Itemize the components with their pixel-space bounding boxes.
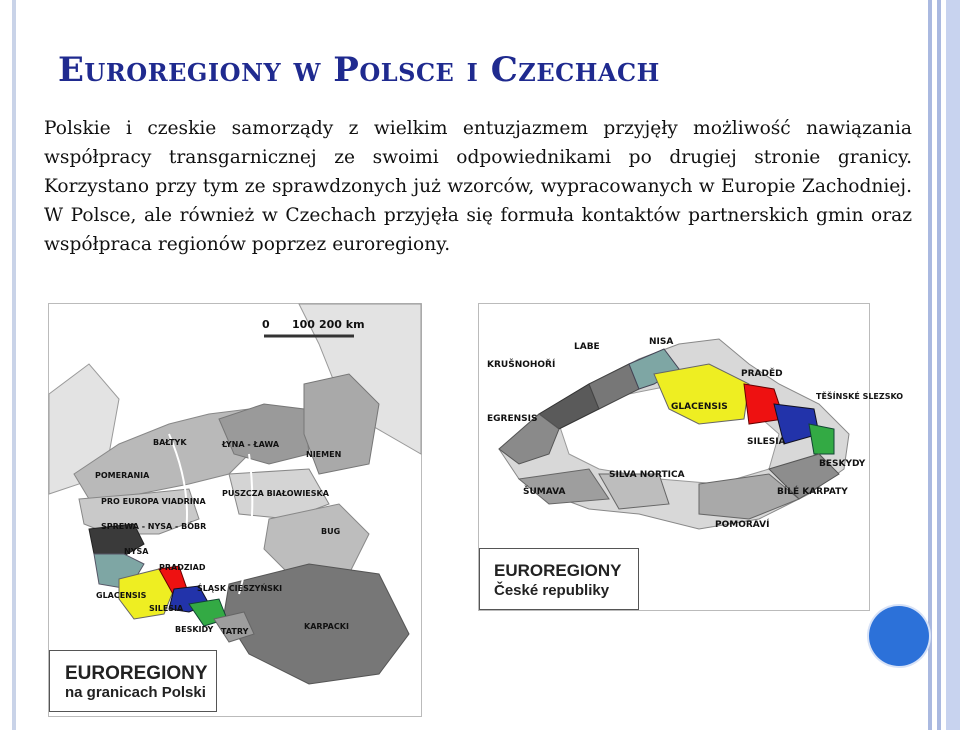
cz-label-silva: SILVA NORTICA: [609, 470, 685, 480]
label-niemen: NIEMEN: [306, 450, 342, 459]
cz-label-glacensis: GLACENSIS: [671, 402, 728, 412]
label-puszcza: PUSZCZA BIAŁOWIESKA: [222, 489, 329, 498]
scale-mid: 100: [292, 318, 315, 331]
label-beskidy: BESKIDY: [175, 625, 214, 634]
legend-poland-subtitle: na granicach Polski: [65, 684, 206, 701]
legend-czech-title: EUROREGIONY: [494, 561, 622, 580]
cz-label-beskydy: BESKYDY: [819, 459, 866, 469]
slide-paragraph: Polskie i czeskie samorządy z wielkim entuzjazmem przyjęły możliwość nawiązania współpracy transgarnicznej ze swoimi odpowiednikami po drugiej stronie granicy. Korzystano przy tym ze sprawdzonych już wzorców, wypracowanych w Europie Zachodniej. W Polsce, ale również w Czechach przyjęła się formuła kontaktów partnerskich gmin oraz współpraca regionów poprzez euroregiony.: [44, 118, 912, 255]
cz-label-labe: LABE: [574, 342, 600, 352]
scale-zero: 0: [262, 318, 270, 331]
cz-label-pomoravi: POMORAVÍ: [715, 520, 770, 530]
cz-label-praded: PRADĚD: [741, 369, 783, 379]
circle-nav-icon[interactable]: [869, 606, 929, 666]
cz-label-sumava: ŠUMAVA: [523, 487, 566, 497]
scale-end: 200 km: [319, 318, 365, 331]
label-pro-europa: PRO EUROPA VIADRINA: [101, 497, 206, 506]
cz-label-tesinske: TĚŠÍNSKÉ SLEZSKO: [816, 392, 904, 401]
legend-poland-title: EUROREGIONY: [65, 663, 208, 684]
label-pradziad: PRADZIAD: [159, 563, 206, 572]
label-glacensis: GLACENSIS: [96, 591, 147, 600]
cz-label-silesia: SILESIA: [747, 437, 786, 447]
left-decorative-rule: [12, 0, 16, 730]
label-tatry: TATRY: [221, 627, 249, 636]
cz-label-krusnohori: KRUŠNOHOŘÍ: [487, 360, 556, 370]
label-slask: ŚLĄSK CIESZYŃSKI: [197, 584, 283, 593]
legend-poland: [49, 650, 217, 712]
cz-label-egrensis: EGRENSIS: [487, 414, 538, 424]
label-lyna: ŁYNA - ŁAWA: [222, 440, 280, 449]
map-czech-euroregions: [478, 303, 904, 611]
label-nysa: NYSA: [124, 547, 149, 556]
legend-czech-subtitle: České republiky: [494, 582, 610, 599]
label-silesia: SILESIA: [149, 604, 184, 613]
legend-czech: [479, 548, 639, 610]
label-karpacki: KARPACKI: [304, 622, 349, 631]
label-pomerania: POMERANIA: [95, 471, 150, 480]
right-decorative-border: [924, 0, 960, 730]
label-bug: BUG: [321, 527, 341, 536]
cz-label-bile: BÍLÉ KARPATY: [777, 487, 848, 497]
label-baltyk: BAŁTYK: [153, 438, 187, 447]
map-poland-euroregions: [48, 303, 422, 717]
slide-title: Euroregiony w Polsce i Czechach: [58, 50, 660, 90]
cz-label-nisa: NISA: [649, 337, 674, 347]
label-sprewa: SPREWA - NYSA - BÓBR: [101, 522, 207, 531]
